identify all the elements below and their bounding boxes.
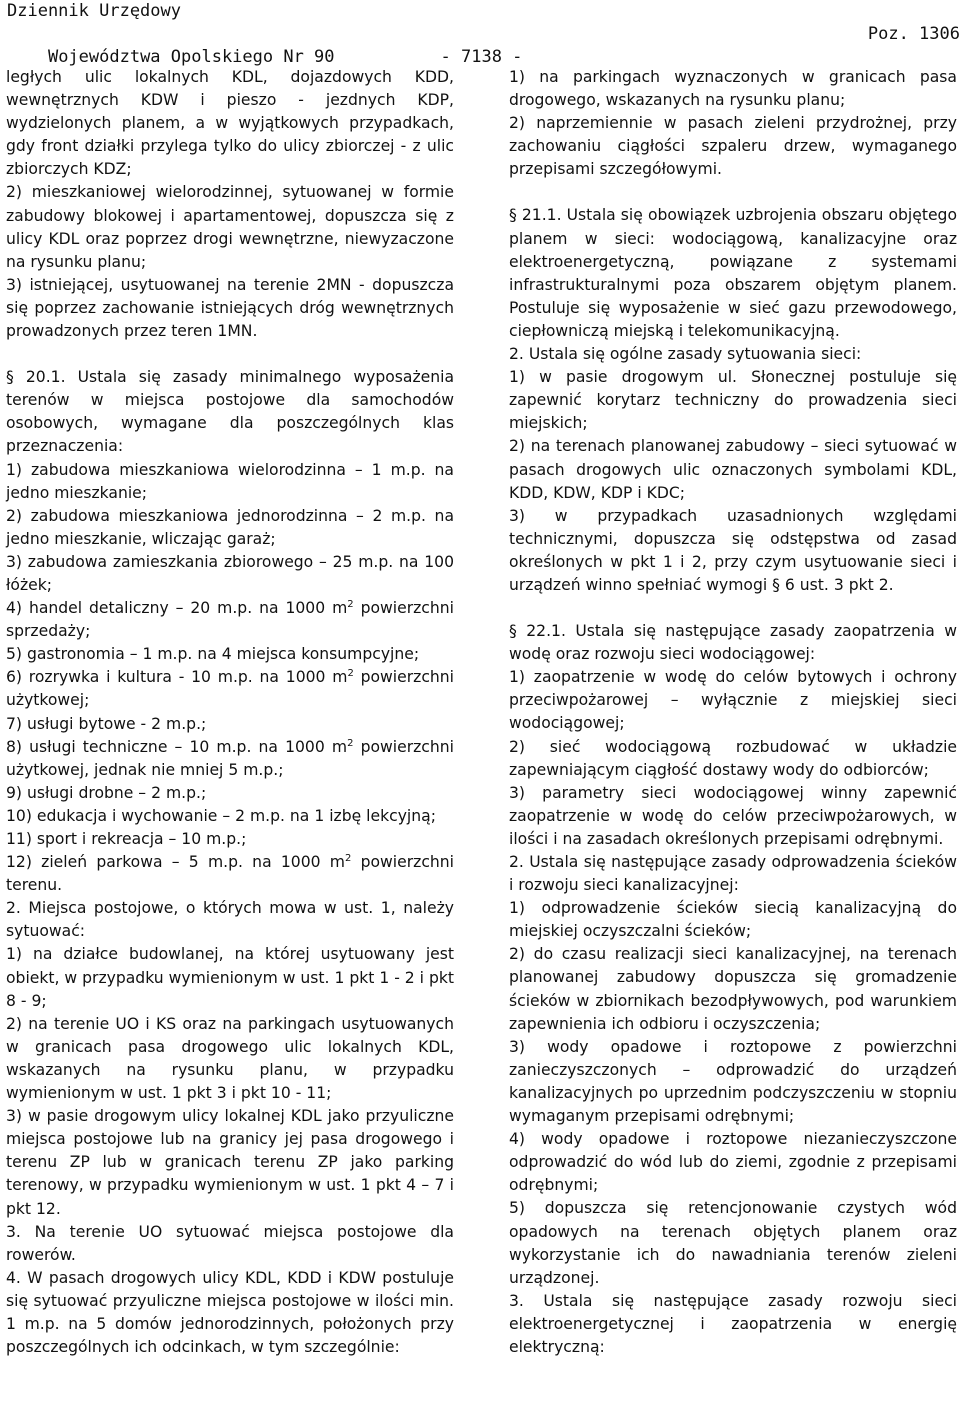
paragraph-text: 2. Miejsca postojowe, o których mowa w ust. 1, należy sytuować: bbox=[6, 899, 454, 941]
paragraph-text: 3) wody opadowe i roztopowe z powierzchni zanieczyszczonych – odprowadzić do urządzeń kanalizacyjnych po uprzednim podczyszczeniu w stopniu wymaganym przepisami odrębnymi; bbox=[509, 1037, 957, 1126]
paragraph bbox=[6, 643, 454, 666]
paragraph bbox=[509, 366, 957, 435]
page-number: - 7138 - bbox=[440, 47, 523, 67]
paragraph bbox=[6, 551, 454, 597]
paragraph-text: 3) istniejącej, usytuowanej na terenie 2MN - dopuszcza się poprzez zachowanie istniejących dróg wewnętrznych prowadzonych przez teren 1MN. bbox=[6, 275, 454, 341]
paragraph bbox=[6, 1013, 454, 1105]
paragraph bbox=[6, 459, 454, 505]
paragraph-text: 3. Ustala się następujące zasady rozwoju sieci elektroenergetycznej i zaopatrzenia w energię elektryczną: bbox=[509, 1291, 957, 1356]
paragraph bbox=[509, 1197, 957, 1289]
paragraph-text-continued: powierzchni sprzedaży; bbox=[6, 599, 454, 641]
paragraph-text: 6) rozrywka i kultura - 10 m.p. na 1000 m bbox=[6, 668, 348, 687]
paragraph bbox=[6, 505, 454, 551]
paragraph bbox=[509, 435, 957, 504]
paragraph-text: 2) do czasu realizacji sieci kanalizacyjnej, na terenach planowanej zabudowy dopuszcza się gromadzenie ścieków w zbiornikach bezodpływowych, pod warunkiem zapewnienia ich odbioru i oczyszczenia; bbox=[509, 945, 957, 1033]
position-number: Poz. 1306 bbox=[867, 24, 960, 44]
paragraph bbox=[6, 1105, 454, 1220]
paragraph bbox=[509, 736, 957, 782]
paragraph-text: 12) zieleń parkowa – 5 m.p. na 1000 m bbox=[6, 853, 345, 872]
paragraph-text: 2) na terenie UO i KS oraz na parkingach usytuowanych w granicach pasa drogowego ulic lokalnych KDL, wskazanych na rysunku planu, w przypadku wymienionym w ust. 1 pkt 3 i pkt 10 - 11; bbox=[6, 1014, 454, 1103]
superscript: 2 bbox=[347, 599, 354, 611]
paragraph bbox=[6, 181, 454, 273]
paragraph bbox=[6, 597, 454, 643]
paragraph bbox=[6, 713, 454, 736]
paragraph-text: 2. Ustala się ogólne zasady sytuowania sieci: bbox=[509, 345, 862, 364]
paragraph-text: 2) zabudowa mieszkaniowa jednorodzinna – 2 m.p. na jedno mieszkanie, wliczając garaż; bbox=[6, 506, 454, 548]
paragraph bbox=[6, 851, 454, 897]
paragraph-text: § 22.1. Ustala się następujące zasady zaopatrzenia w wodę oraz rozwoju sieci wodociągowej: bbox=[509, 622, 957, 664]
paragraph bbox=[509, 620, 957, 666]
paragraph-text: 4) wody opadowe i roztopowe niezanieczyszczone odprowadzić do wód lub do ziemi, zgodnie z przepisami odrębnymi; bbox=[509, 1130, 957, 1195]
page-header bbox=[7, 0, 960, 67]
paragraph bbox=[509, 666, 957, 735]
paragraph-text: 1) na parkingach wyznaczonych w granicach pasa drogowego, wskazanych na rysunku planu; bbox=[509, 68, 957, 110]
paragraph bbox=[6, 897, 454, 943]
paragraph-text: 2) sieć wodociągową rozbudować w układzie zapewniającym ciągłość dostawy wody do odbiorców; bbox=[509, 737, 957, 779]
paragraph-text: 1) zabudowa mieszkaniowa wielorodzinna – 1 m.p. na jedno mieszkanie; bbox=[6, 460, 454, 502]
paragraph-text: 7) usługi bytowe - 2 m.p.; bbox=[6, 714, 207, 733]
paragraph-text: 4) handel detaliczny – 20 m.p. na 1000 m bbox=[6, 599, 348, 618]
paragraph bbox=[509, 1128, 957, 1197]
superscript: 2 bbox=[347, 668, 354, 680]
superscript: 2 bbox=[344, 853, 352, 865]
paragraph bbox=[509, 851, 957, 897]
paragraph-text: 9) usługi drobne – 2 m.p.; bbox=[6, 783, 207, 802]
paragraph-text: 3) w przypadkach uzasadnionych względami technicznymi, dopuszcza się odstępstwa od zasad określonych w pkt 1 i 2, przy czym usytuowanie sieci i urządzeń winno spełniać wymogi § 6 ust. 3 pkt 2. bbox=[509, 506, 957, 594]
superscript: 2 bbox=[347, 737, 354, 749]
paragraph-text: 2) naprzemiennie w pasach zieleni przydrożnej, przy zachowaniu ciągłości szpaleru drzew, wymaganego przepisami szczegółowymi. bbox=[509, 114, 957, 179]
paragraph-text: 5) dopuszcza się retencjonowanie czystych wód opadowych na terenach objętych planem oraz wykorzystanie ich do nawadniania terenów zieleni urządzonej. bbox=[509, 1199, 957, 1287]
paragraph-text: 4. W pasach drogowych ulicy KDL, KDD i KDW postuluje się sytuować przyuliczne miejsca postojowe w ilości min. 1 m.p. na 5 domów jednorodzinnych, położonych przy poszczególnych ich odcinkach, w tym szczególnie: bbox=[6, 1268, 454, 1357]
left-column bbox=[6, 66, 454, 1359]
paragraph bbox=[6, 1267, 454, 1359]
region-label: Województwa Opolskiego Nr 90 bbox=[47, 47, 335, 67]
paragraph bbox=[6, 828, 454, 851]
paragraph-text: 10) edukacja i wychowanie – 2 m.p. na 1 izbę lekcyjną; bbox=[6, 806, 436, 825]
paragraph bbox=[6, 943, 454, 1012]
paragraph-text-continued: powierzchni terenu. bbox=[6, 853, 454, 895]
paragraph bbox=[6, 366, 454, 458]
paragraph-text: 3) parametry sieci wodociągowej winny zapewnić zaopatrzenie w wodę do celów przeciwpożarowych, w ilości i na zasadach określonych przepisami odrębnymi. bbox=[509, 783, 957, 848]
paragraph bbox=[509, 897, 957, 943]
paragraph-text-continued: powierzchni użytkowej, jednak nie mniej 5 m.p.; bbox=[6, 737, 454, 779]
paragraph-text: ległych ulic lokalnych KDL, dojazdowych KDD, wewnętrznych KDW i pieszo - jezdnych KDP, wydzielonych planem, a w wyjątkowych przypadkach, gdy front działki przylega tylko do ulicy zbiorczej - z ulic zbiorczych KDZ; bbox=[6, 68, 454, 179]
paragraph bbox=[509, 782, 957, 851]
paragraph-text: 3. Na terenie UO sytuować miejsca postojowe dla rowerów. bbox=[6, 1222, 454, 1264]
paragraph bbox=[509, 112, 957, 181]
paragraph bbox=[509, 66, 957, 112]
paragraph-text: § 21.1. Ustala się obowiązek uzbrojenia obszaru objętego planem w sieci: wodociągową, kanalizacyjne oraz elektroenergetyczną, powiązane z systemami infrastrukturalnymi poza obszarem objętym planem. Postuluje się wyposażenie w sieć gazu przewodowego, ciepłowniczą miejską i telekomunikacyjną. bbox=[509, 206, 957, 340]
right-column bbox=[509, 66, 957, 1359]
publication-title: Dziennik Urzędowy bbox=[7, 1, 181, 21]
paragraph bbox=[6, 805, 454, 828]
paragraph bbox=[6, 666, 454, 712]
paragraph bbox=[509, 505, 957, 597]
paragraph-text: 1) w pasie drogowym ul. Słonecznej postuluje się zapewnić korytarz techniczny do prowadzenia sieci miejskich; bbox=[509, 368, 957, 433]
paragraph-text: 11) sport i rekreacja – 10 m.p.; bbox=[6, 830, 247, 848]
paragraph bbox=[509, 1290, 957, 1359]
paragraph bbox=[509, 943, 957, 1035]
paragraph bbox=[509, 1036, 957, 1128]
paragraph bbox=[6, 736, 454, 782]
header-second-line bbox=[7, 23, 960, 67]
paragraph-text: 1) odprowadzenie ścieków siecią kanalizacyjną do miejskiej oczyszczalni ścieków; bbox=[509, 899, 957, 941]
paragraph-text: § 20.1. Ustala się zasady minimalnego wyposażenia terenów w miejsca postojowe dla samochodów osobowych, wymagane dla poszczególnych klas przeznaczenia: bbox=[6, 368, 454, 456]
paragraph bbox=[6, 782, 454, 805]
paragraph-text: 3) w pasie drogowym ulicy lokalnej KDL jako przyuliczne miejsca postojowe lub na granicy jej pasa drogowego i terenu ZP lub w granicach terenu ZP jako parking terenowy, w przypadku wymienionym w ust. 1 pkt 4 – 7 i pkt 12. bbox=[6, 1107, 454, 1218]
paragraph bbox=[6, 66, 454, 181]
paragraph-text: 5) gastronomia – 1 m.p. na 4 miejsca konsumpcyjne; bbox=[6, 645, 420, 664]
paragraph-text: 3) zabudowa zamieszkania zbiorowego – 25 m.p. na 100 łóżek; bbox=[6, 552, 454, 594]
paragraph-text: 1) zaopatrzenie w wodę do celów bytowych i ochrony przeciwpożarowej – wyłącznie z miejskiej sieci wodociągowej; bbox=[509, 668, 957, 733]
paragraph bbox=[6, 274, 454, 343]
paragraph bbox=[6, 1221, 454, 1267]
paragraph bbox=[509, 343, 957, 366]
paragraph-text: 2) mieszkaniowej wielorodzinnej, sytuowanej w formie zabudowy blokowej i apartamentowej, dopuszcza się z ulicy KDL oraz poprzez drogi wewnętrzne, niewyzaczone na rysunku planu; bbox=[6, 183, 454, 271]
paragraph bbox=[509, 204, 957, 343]
paragraph-text: 2) na terenach planowanej zabudowy – sieci sytuować w pasach drogowych ulic oznaczonych symbolami KDL, KDD, KDW, KDP i KDC; bbox=[509, 437, 957, 502]
paragraph-text: 8) usługi techniczne – 10 m.p. na 1000 m bbox=[6, 737, 348, 756]
paragraph-text-continued: powierzchni użytkowej; bbox=[6, 668, 454, 710]
paragraph-text: 1) na działce budowlanej, na której usytuowany jest obiekt, w przypadku wymienionym w ust. 1 pkt 1 - 2 i pkt 8 - 9; bbox=[6, 945, 455, 1010]
paragraph-text: 2. Ustala się następujące zasady odprowadzenia ścieków i rozwoju sieci kanalizacyjnej: bbox=[509, 853, 957, 895]
